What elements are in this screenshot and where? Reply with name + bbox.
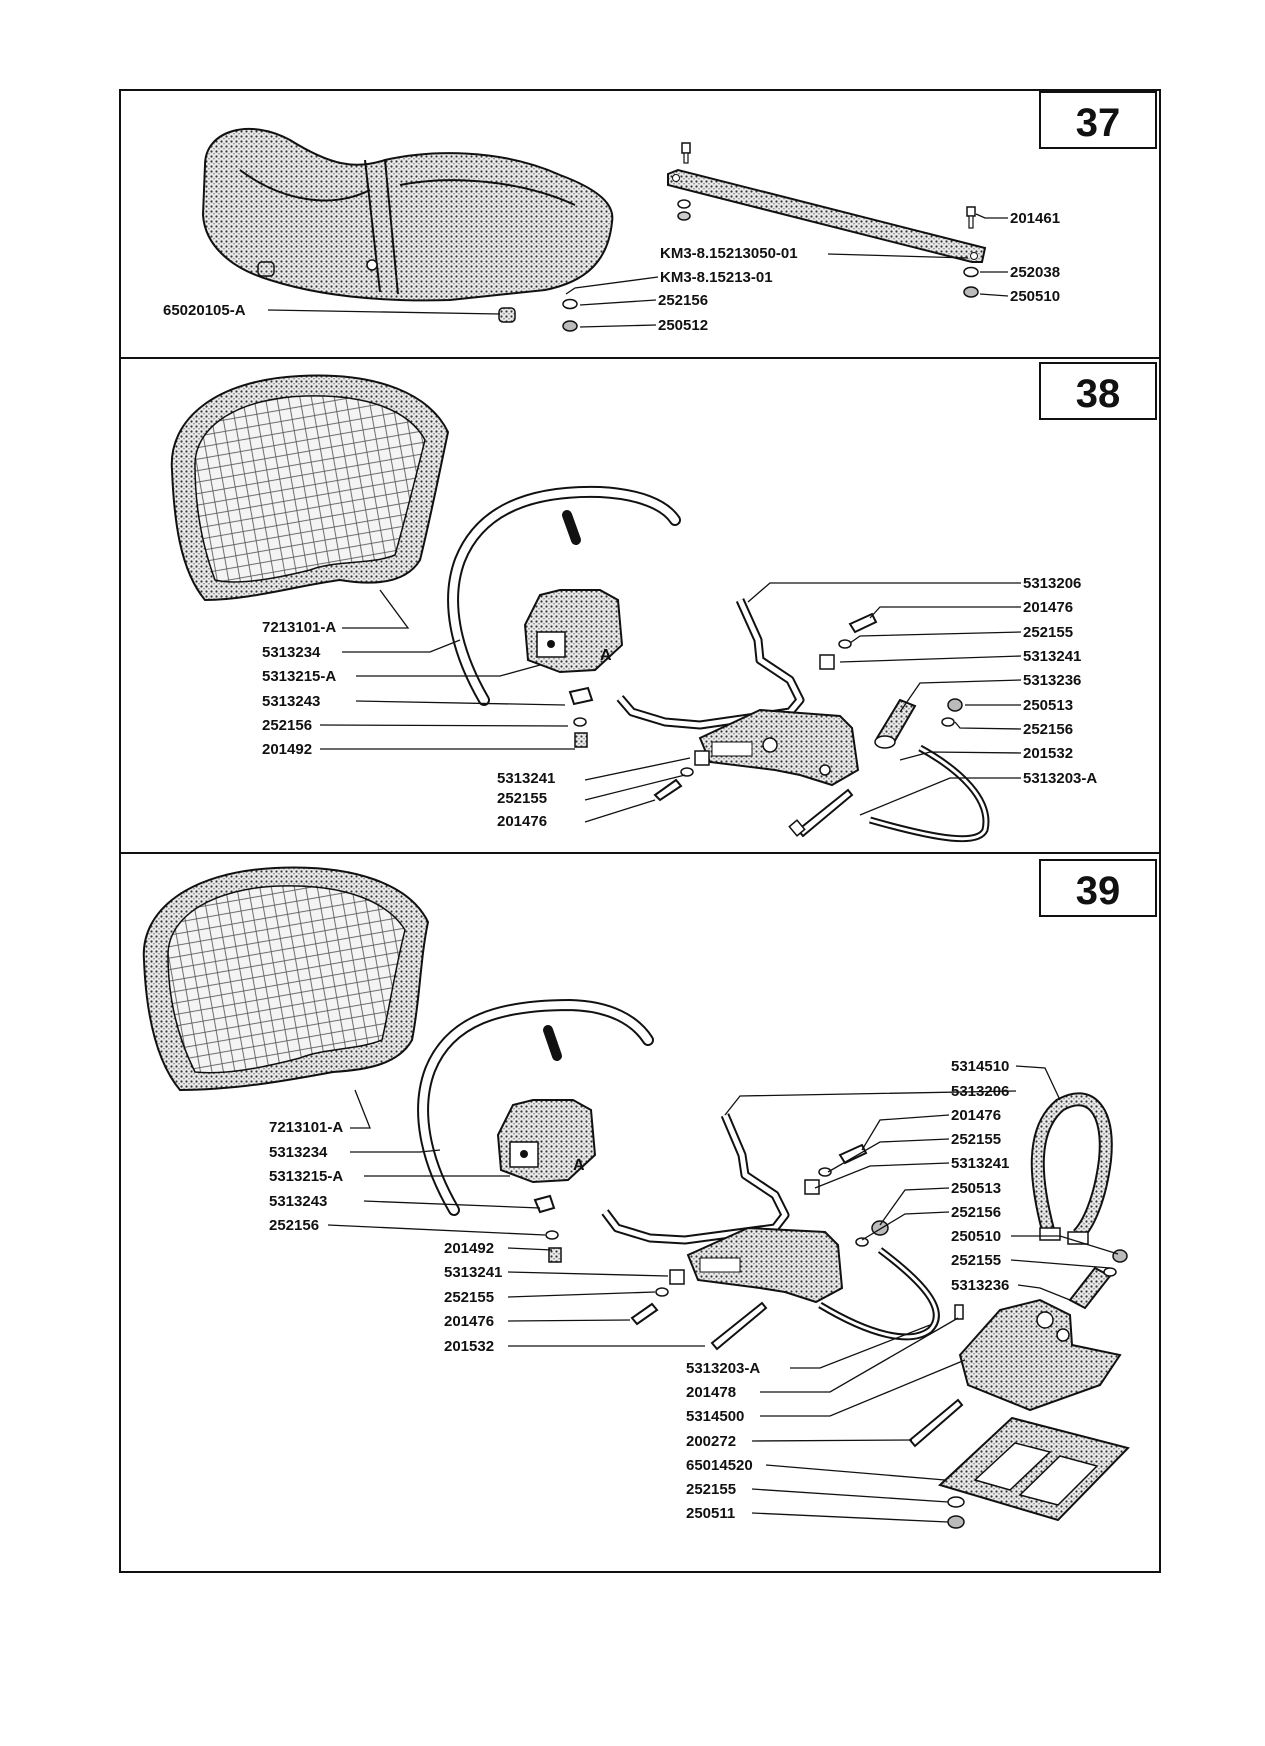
part-number-label: 5313234 <box>269 1144 328 1161</box>
leader-line <box>508 1292 655 1297</box>
part-number-label: 252156 <box>1023 721 1074 738</box>
part-number-label: 252155 <box>951 1252 1002 1269</box>
leader-line <box>955 722 1021 729</box>
part-number-label: 201492 <box>444 1240 495 1257</box>
part-number-label: 250510 <box>951 1228 1002 1245</box>
leader-line <box>752 1489 948 1502</box>
leader-line <box>1011 1236 1118 1254</box>
part-number-label: 250511 <box>686 1505 736 1522</box>
leader-line <box>508 1272 668 1276</box>
part-number-label: 252155 <box>686 1481 737 1498</box>
part-number-label: 201476 <box>497 813 548 830</box>
leader-line <box>850 632 1021 643</box>
panel-38-number: 38 <box>1075 372 1121 416</box>
part-number-label: 5313206 <box>1023 575 1082 592</box>
leader-line <box>840 656 1021 662</box>
part-number-label: 5313236 <box>1023 672 1082 689</box>
leader-line <box>508 1320 630 1321</box>
svg-text:A: A <box>573 1157 585 1174</box>
part-number-label: 5313203-A <box>686 1360 761 1377</box>
leader-line <box>566 277 658 294</box>
part-number-label: 201532 <box>1023 745 1074 762</box>
leader-line <box>585 758 690 780</box>
part-number-label: 7213101-A <box>262 619 337 636</box>
leader-line <box>342 640 460 652</box>
part-number-label: 5313241 <box>497 770 556 787</box>
part-number-label: 252156 <box>262 717 313 734</box>
part-number-label: 252156 <box>269 1217 320 1234</box>
part-number-label: 5313243 <box>269 1193 328 1210</box>
part-number-label: 252155 <box>444 1289 495 1306</box>
part-number-label: 252038 <box>1010 264 1061 281</box>
part-number-label: 201461 <box>1010 210 1061 227</box>
part-number-label: 200272 <box>686 1433 737 1450</box>
leader-line <box>766 1465 945 1480</box>
leader-line <box>752 1440 912 1441</box>
part-number-label: 201492 <box>262 741 313 758</box>
panel-37-drawings <box>203 129 985 331</box>
part-number-label: 5313241 <box>444 1264 503 1281</box>
part-number-label: 201476 <box>1023 599 1074 616</box>
panel-38-number-box <box>1040 363 1156 419</box>
leader-line <box>508 1248 552 1250</box>
part-number-label: 201476 <box>951 1107 1002 1124</box>
part-number-label: 252155 <box>497 790 548 807</box>
panel-39-number: 39 <box>1075 869 1121 913</box>
part-number-label: 252155 <box>951 1131 1002 1148</box>
leader-line <box>328 1225 545 1235</box>
leader-line <box>350 1090 370 1128</box>
leader-line <box>342 590 408 628</box>
part-number-label: 250512 <box>658 317 709 334</box>
leader-line <box>860 778 1021 815</box>
leader-line <box>976 214 1008 218</box>
rack-39 <box>605 1115 785 1240</box>
part-number-label: 250513 <box>951 1180 1002 1197</box>
part-number-label: 5313241 <box>951 1155 1010 1172</box>
part-number-label: 5313203-A <box>1023 770 1098 787</box>
leader-line <box>752 1513 948 1522</box>
part-number-label: 5314510 <box>951 1058 1010 1075</box>
leader-line <box>870 607 1021 618</box>
part-number-label: KM3-8.15213-01 <box>660 269 773 286</box>
part-number-label: 5313206 <box>951 1083 1010 1100</box>
part-number-label: 5313236 <box>951 1277 1010 1294</box>
leader-line <box>748 583 1021 602</box>
leader-line <box>980 294 1008 296</box>
leader-line <box>1016 1066 1060 1100</box>
part-number-label: 250510 <box>1010 288 1061 305</box>
leader-line <box>580 325 656 327</box>
rubber-pad-39 <box>940 1418 1128 1520</box>
leader-line <box>1018 1285 1070 1300</box>
part-number-label: 201532 <box>444 1338 495 1355</box>
part-number-label: KM3-8.15213050-01 <box>660 245 798 262</box>
part-number-label: 5313243 <box>262 693 321 710</box>
leader-line <box>356 665 540 676</box>
rack-38 <box>620 600 800 725</box>
part-number-label: 5313215-A <box>269 1168 344 1185</box>
part-number-label: 65020105-A <box>163 302 246 319</box>
part-number-label: 5313234 <box>262 644 321 661</box>
part-number-label: 252155 <box>1023 624 1074 641</box>
leader-line <box>880 1188 949 1225</box>
leader-line <box>585 800 655 822</box>
part-number-label: 7213101-A <box>269 1119 344 1136</box>
leader-line <box>815 1163 949 1188</box>
leader-line <box>900 752 1021 760</box>
part-number-label: 5314500 <box>686 1408 745 1425</box>
part-number-label: 5313215-A <box>262 668 337 685</box>
part-number-label: 65014520 <box>686 1457 753 1474</box>
panel-37-number: 37 <box>1075 101 1121 145</box>
panel-37-number-box <box>1040 92 1156 148</box>
part-number-label: 201478 <box>686 1384 737 1401</box>
leader-line <box>268 310 500 314</box>
part-number-label: 252156 <box>658 292 709 309</box>
part-number-label: 201476 <box>444 1313 495 1330</box>
leader-line <box>580 300 656 305</box>
part-number-label: 250513 <box>1023 697 1074 714</box>
leader-line <box>320 725 568 726</box>
part-number-label: 5313241 <box>1023 648 1082 665</box>
svg-text:A: A <box>600 647 612 664</box>
leader-line <box>1011 1260 1110 1268</box>
panel-39-number-box <box>1040 860 1156 916</box>
leader-line <box>356 701 565 705</box>
part-number-label: 252156 <box>951 1204 1002 1221</box>
panel-38-drawings <box>172 376 986 839</box>
